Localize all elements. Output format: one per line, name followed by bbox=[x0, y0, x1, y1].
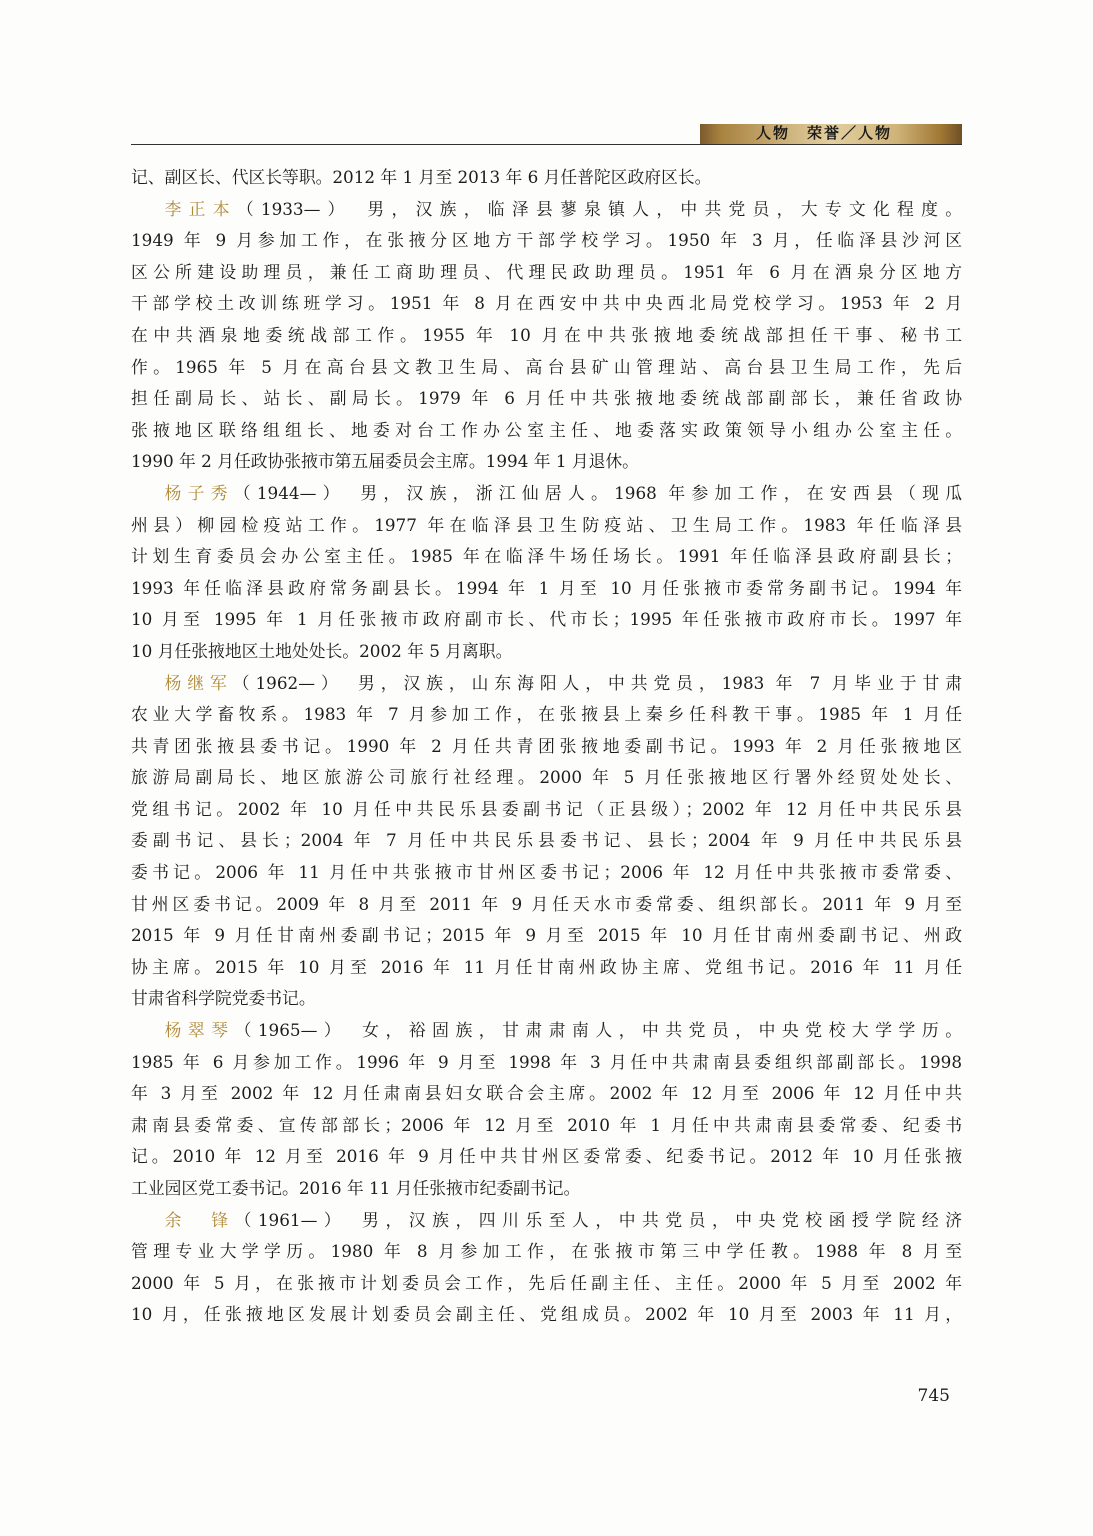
entry-first-line bbox=[131, 1205, 962, 1237]
text-line: 记、副区长、代区长等职。2012 年 1 月至 2013 年 6 月任普陀区政府区长。 bbox=[131, 167, 712, 187]
text-line: 计划生育委员会办公室主任。1985 年在临泽牛场任场长。1991 年任临泽县政府副县长； bbox=[131, 546, 962, 567]
text-line: 区公所建设助理员，兼任工商助理员、代理民政助理员。1951 年 6 月在酒泉分区地方 bbox=[131, 261, 962, 282]
text-line: 2000 年 5 月，在张掖市计划委员会工作，先后任副主任、主任。2000 年 5 月至 2002 年 bbox=[131, 1272, 962, 1293]
text-line: 作。1965 年 5 月在高台县文教卫生局、高台县矿山管理站、高台县卫生局工作，先后 bbox=[131, 356, 962, 377]
text-line: 委书记。2006 年 11 月任中共张掖市甘州区委书记；2006 年 12 月任中共张掖市委常委、 bbox=[131, 862, 962, 883]
entry-text: （1933—） 男，汉族，临泽县蓼泉镇人，中共党员，大专文化程度。 bbox=[236, 198, 962, 219]
text-line: 甘州区委书记。2009 年 8 月至 2011 年 9 月任天水市委常委、组织部长。2011 年 9 月至 bbox=[131, 893, 962, 914]
entry-first-line bbox=[131, 194, 962, 226]
entry-first-line bbox=[131, 668, 962, 700]
text-line: 1985 年 6 月参加工作。1996 年 9 月至 1998 年 3 月任中共肃南县委组织部副部长。1998 bbox=[131, 1051, 962, 1072]
text-line: 农业大学畜牧系。1983 年 7 月参加工作，在张掖县上秦乡任科教干事。1985 年 1 月任 bbox=[131, 704, 962, 725]
text-line: 管理专业大学学历。1980 年 8 月参加工作，在张掖市第三中学任教。1988 年 8 月至 bbox=[131, 1241, 962, 1262]
text-line: 共青团张掖县委书记。1990 年 2 月任共青团张掖地委副书记。1993 年 2 月任张掖地区 bbox=[131, 735, 962, 756]
text-line: 年 3 月至 2002 年 12 月任肃南县妇女联合会主席。2002 年 12 月至 2006 年 12 月任中共 bbox=[131, 1083, 962, 1104]
entry-text: （1944—） 男，汉族，浙江仙居人。1968 年参加工作，在安西县（现瓜 bbox=[233, 482, 962, 503]
entry-first-line bbox=[131, 478, 962, 510]
text-line: 州县）柳园检疫站工作。1977 年在临泽县卫生防疫站、卫生局工作。1983 年任临泽县 bbox=[131, 514, 962, 535]
text-line: 2015 年 9 月任甘南州委副书记；2015 年 9 月至 2015 年 10 月任甘南州委副书记、州政 bbox=[131, 925, 962, 946]
page-number: 745 bbox=[917, 1386, 950, 1406]
entry-first-line bbox=[131, 1015, 962, 1047]
text-line: 记。2010 年 12 月至 2016 年 9 月任中共甘州区委常委、纪委书记。2012 年 10 月任张掖 bbox=[131, 1146, 962, 1167]
entry-text: （1965—） 女，裕固族，甘肃肃南人，中共党员，中央党校大学学历。 bbox=[234, 1020, 962, 1041]
text-line: 委副书记、县长；2004 年 7 月任中共民乐县委书记、县长；2004 年 9 月任中共民乐县 bbox=[131, 830, 962, 851]
text-line: 工业园区党工委书记。2016 年 11 月任张掖市纪委副书记。 bbox=[131, 1178, 581, 1198]
text-line: 1993 年任临泽县政府常务副县长。1994 年 1 月至 10 月任张掖市委常务副书记。1994 年 bbox=[131, 577, 962, 598]
entry-text: （1961—） 男，汉族，四川乐至人，中共党员，中央党校函授学院经济 bbox=[234, 1209, 962, 1230]
text-line: 1949 年 9 月参加工作，在张掖分区地方干部学校学习。1950 年 3 月，任临泽县沙河区 bbox=[131, 230, 962, 251]
header-rule bbox=[131, 144, 962, 145]
text-line: 旅游局副局长、地区旅游公司旅行社经理。2000 年 5 月任张掖地区行署外经贸处处长、 bbox=[131, 767, 962, 788]
person-name: 余 锋 bbox=[164, 1209, 235, 1230]
text-line: 1990 年 2 月任政协张掖市第五届委员会主席。1994 年 1 月退休。 bbox=[131, 451, 639, 472]
person-name: 杨翠琴 bbox=[164, 1020, 235, 1041]
text-line: 肃南县委常委、宣传部部长；2006 年 12 月至 2010 年 1 月任中共肃南县委常委、纪委书 bbox=[131, 1114, 962, 1135]
text-line: 甘肃省科学院党委书记。 bbox=[131, 988, 316, 1009]
text-line: 党组书记。2002 年 10 月任中共民乐县委副书记（正县级）；2002 年 12 月任中共民乐县 bbox=[131, 798, 962, 819]
person-name: 李正本 bbox=[164, 198, 237, 219]
text-line: 10 月至 1995 年 1 月任张掖市政府副市长、代市长；1995 年任张掖市政府市长。1997 年 bbox=[131, 609, 962, 630]
section-header: 人物 荣誉／人物 bbox=[756, 124, 893, 142]
text-line: 协主席。2015 年 10 月至 2016 年 11 月任甘南州政协主席、党组书记。2016 年 11 月任 bbox=[131, 956, 962, 977]
person-name: 杨继军 bbox=[164, 672, 233, 693]
text-line: 在中共酒泉地委统战部工作。1955 年 10 月在中共张掖地委统战部担任干事、秘书工 bbox=[131, 324, 962, 345]
text-line: 10 月，任张掖地区发展计划委员会副主任、党组成员。2002 年 10 月至 2003 年 11 月， bbox=[131, 1304, 962, 1325]
person-name: 杨子秀 bbox=[164, 482, 234, 503]
text-line: 10 月任张掖地区土地处处长。2002 年 5 月离职。 bbox=[131, 640, 513, 661]
text-line: 张掖地区联络组组长、地委对台工作办公室主任、地委落实政策领导小组办公室主任。 bbox=[131, 419, 962, 440]
entry-text: （1962—） 男，汉族，山东海阳人，中共党员，1983 年 7 月毕业于甘肃 bbox=[232, 672, 962, 693]
text-line: 担任副局长、站长、副局长。1979 年 6 月任中共张掖地委统战部副部长，兼任省政协 bbox=[131, 388, 962, 409]
body-text bbox=[131, 162, 962, 1331]
text-line: 干部学校土改训练班学习。1951 年 8 月在西安中共中央西北局党校学习。1953 年 2 月 bbox=[131, 293, 962, 314]
